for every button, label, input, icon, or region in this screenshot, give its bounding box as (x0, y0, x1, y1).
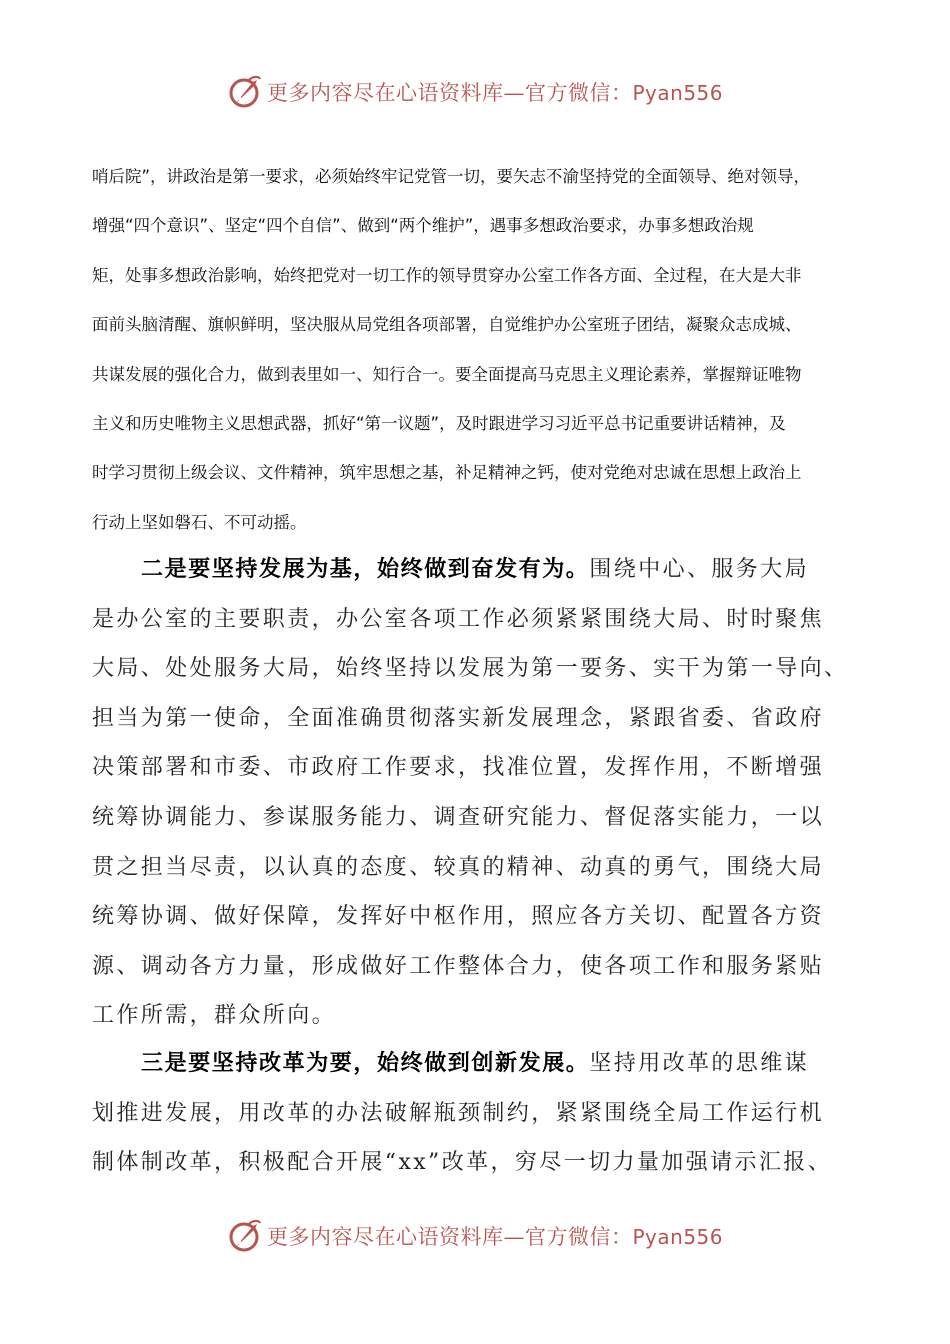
wechat-id: Pyan556 (632, 81, 723, 105)
text-line: 贯之担当尽责，以认真的态度、较真的精神、动真的勇气，围绕大局 (92, 854, 825, 880)
text-line-first (92, 1039, 882, 1089)
text-line: 行动上坚如磐石、不可动摇。 (92, 512, 307, 532)
text-line: 制体制改革，积极配合开展“xx”改革，穷尽一切力量加强请示汇报、 (92, 1150, 833, 1176)
watermark-banner-bottom (0, 1216, 950, 1256)
watermark-text: 更多内容尽在心语资料库—官方微信：Pyan556 (266, 81, 723, 105)
text-line: 工作所需，群众所向。 (92, 1003, 337, 1029)
watermark-banner-top (0, 72, 950, 112)
text-line: 共谋发展的强化合力，做到表里如一、知行合一。要全面提高马克思主义理论素养，掌握辩证唯物 (92, 364, 802, 384)
text-line: 决策部署和市委、市政府工作要求，找准位置，发挥作用，不断增强 (92, 755, 825, 781)
text-line: 面前头脑清醒、旗帜鲜明，坚决服从局党组各项部署，自觉维护办公室班子团结，凝聚众志成城、 (92, 315, 802, 335)
paragraph-3 (92, 1039, 882, 1188)
text-line: 大局、处处服务大局，始终坚持以发展为第一要务、实干为第一导向、 (92, 656, 849, 682)
text-line: 时学习贯彻上级会议、文件精神，筑牢思想之基，补足精神之钙，使对党绝对忠诚在思想上政治上 (92, 463, 802, 483)
wechat-id: Pyan556 (632, 1225, 723, 1249)
pen-logo-icon (227, 1218, 263, 1254)
text-line: 源、调动各方力量，形成做好工作整体合力，使各项工作和服务紧贴 (92, 953, 825, 979)
text-line: 统筹协调能力、参谋服务能力、调查研究能力、督促落实能力，一以 (92, 804, 825, 830)
text-line: 矩，处事多想政治影响，始终把党对一切工作的领导贯穿办公室工作各方面、全过程，在大是大非 (92, 265, 802, 285)
pen-logo-icon (227, 74, 263, 110)
paragraph-heading: 三是要坚持改革为要，始终做到创新发展。 (141, 1050, 590, 1076)
paragraph-2 (92, 545, 882, 1041)
text-line: 增强“四个意识”、坚定“四个自信”、做到“两个维护”，遇事多想政治要求，办事多想政治规 (92, 216, 754, 236)
text-line: 是办公室的主要职责，办公室各项工作必须紧紧围绕大局、时时聚焦 (92, 606, 825, 632)
text-line-first (92, 545, 882, 595)
paragraph-heading: 二是要坚持发展为基，始终做到奋发有为。 (141, 556, 590, 582)
text-run: 坚持用改革的思维谋 (589, 1051, 810, 1076)
text-line: 统筹协调、做好保障，发挥好中枢作用，照应各方关切、配置各方资 (92, 904, 825, 930)
text-line: 哨后院”，讲政治是第一要求，必须始终牢记党管一切，要矢志不渝坚持党的全面领导、绝对领导， (92, 167, 811, 186)
watermark-text: 更多内容尽在心语资料库—官方微信：Pyan556 (266, 1225, 723, 1249)
text-line: 划推进发展，用改革的办法破解瓶颈制约，紧紧围绕全局工作运行机 (92, 1100, 825, 1126)
paragraph-1 (92, 152, 862, 547)
text-line: 主义和历史唯物主义思想武器，抓好“第一议题”，及时跟进学习习近平总书记重要讲话精神，及 (92, 413, 786, 433)
text-line: 担当为第一使命，全面准确贯彻落实新发展理念，紧跟省委、省政府 (92, 705, 825, 731)
text-run: 围绕中心、服务大局 (589, 557, 810, 582)
